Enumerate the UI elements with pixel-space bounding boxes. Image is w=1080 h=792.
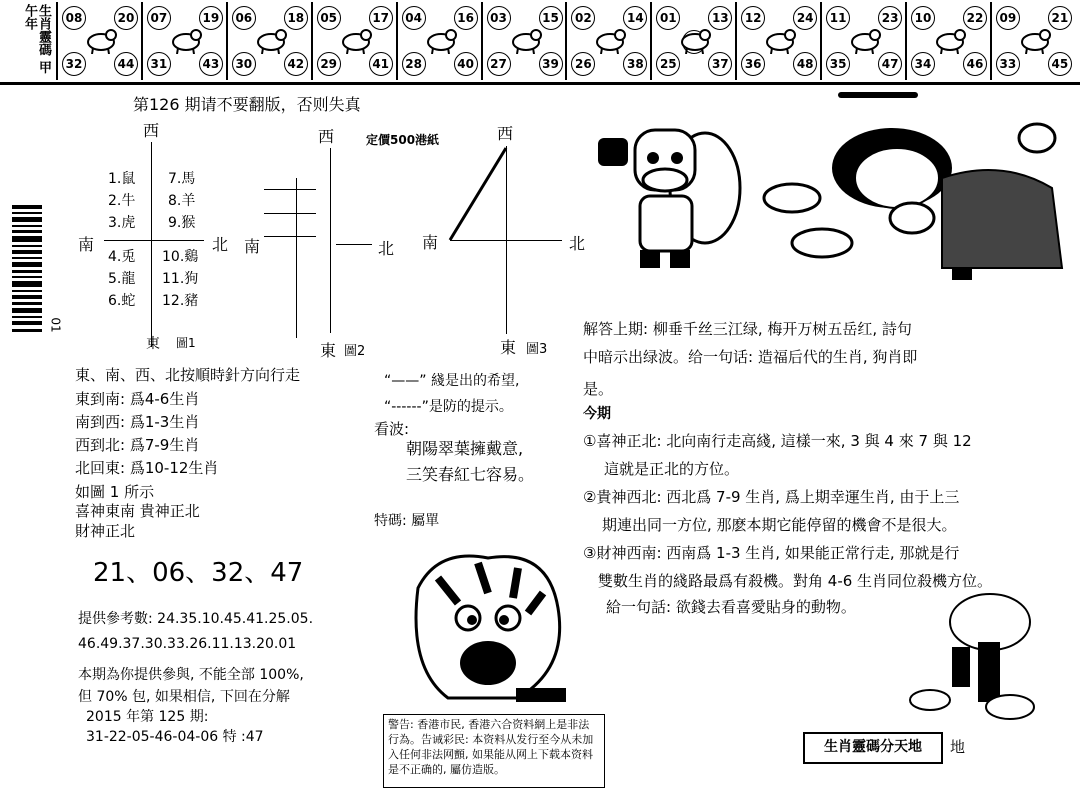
rules-fig: 如圖 1 所示 [75, 483, 155, 501]
side-code: 01 [48, 317, 63, 333]
zodiac-number: 28 [402, 52, 426, 76]
zodiac-cell [311, 2, 397, 80]
kanbo-line-2: 三笑春紅七容易。 [406, 465, 535, 484]
analysis-4: 給一句話: 欲錢去看喜愛貼身的動物。 [606, 598, 856, 616]
zodiac-cell [481, 2, 567, 80]
legend-line-1: “——” 綫是出的希望, [384, 373, 520, 389]
d1-right-1: 7.馬 [168, 171, 196, 187]
zodiac-number: 13 [708, 6, 732, 30]
zodiac-number: 16 [454, 6, 478, 30]
diagram3-diagonal [446, 146, 508, 242]
zodiac-number: 11 [826, 6, 850, 30]
footer-box: 生肖靈碼分天地 [803, 732, 943, 764]
d1-left-2: 2.牛 [108, 193, 136, 209]
strip-title: 生肖靈碼 甲午年 [22, 4, 51, 74]
zodiac-number: 20 [114, 6, 138, 30]
d1-right-4: 10.鷄 [162, 249, 199, 265]
tree-rabbits-icon [900, 592, 1040, 722]
kanbo-label: 看波: [374, 420, 410, 438]
diagram2-dash-3 [264, 236, 316, 237]
analysis-1a: ①喜神正北: 北向南行走高綫, 這樣一來, 3 與 4 來 7 與 12 [583, 432, 972, 450]
zodiac-number: 42 [284, 52, 308, 76]
diagram3-east: 東 [500, 338, 517, 357]
rules-gods-1: 喜神東南 貴神正北 [75, 502, 200, 520]
diagram2-hline [336, 244, 372, 245]
zodiac-number: 01 [656, 6, 680, 30]
diagram1-north: 北 [212, 235, 229, 254]
legend-line-2: “------”是防的提示。 [384, 399, 513, 415]
ox-icon [169, 24, 203, 54]
zodiac-number: 08 [62, 6, 86, 30]
d1-right-6: 12.豬 [162, 293, 199, 309]
zodiac-number: 35 [826, 52, 850, 76]
ox-cartoon-icon [595, 118, 745, 278]
diagram2-east: 東 [320, 341, 337, 360]
zodiac-number: 33 [996, 52, 1020, 76]
d1-left-3: 3.虎 [108, 215, 136, 231]
girl-birds-icon [752, 118, 1077, 283]
tiger-icon [254, 24, 288, 54]
header-notice: 第126 期请不要翻版，否则失真 [133, 95, 361, 114]
special-code: 特碼: 屬單 [374, 513, 440, 529]
refs-line-1: 提供參考數: 24.35.10.45.41.25.05. [78, 611, 314, 627]
decorative-bar [838, 92, 918, 98]
diagram3-south: 南 [422, 233, 439, 252]
zodiac-number: 31 [147, 52, 171, 76]
zodiac-cell [735, 2, 821, 80]
rules-item-1: 東到南: 爲4-6生肖 [75, 390, 200, 408]
zodiac-number: 22 [963, 6, 987, 30]
rules-item-2: 南到西: 爲1-3生肖 [75, 413, 200, 431]
diagram2-south: 南 [244, 237, 261, 256]
promise-line-3: 2015 年第 125 期: [86, 709, 209, 725]
zodiac-cell [226, 2, 312, 80]
dragon-icon [424, 24, 458, 54]
zodiac-number: 41 [369, 52, 393, 76]
diagram2-label: 圖2 [344, 344, 366, 359]
zodiac-number: 26 [571, 52, 595, 76]
diagram3-north: 北 [569, 234, 586, 253]
rules-item-3: 西到北: 爲7-9生肖 [75, 436, 200, 454]
diagram3-west: 西 [497, 124, 514, 143]
zodiac-number: 02 [571, 6, 595, 30]
zodiac-cell [141, 2, 227, 80]
zodiac-number: 32 [62, 52, 86, 76]
zodiac-number: 34 [911, 52, 935, 76]
zodiac-number: 43 [199, 52, 223, 76]
zodiac-number: 47 [878, 52, 902, 76]
zodiac-number: 18 [284, 6, 308, 30]
zodiac-number: 40 [454, 52, 478, 76]
zodiac-number: 09 [996, 6, 1020, 30]
d1-right-2: 8.羊 [168, 193, 196, 209]
zodiac-number: 44 [114, 52, 138, 76]
footer-tail: 地 [950, 738, 966, 756]
zodiac-number: 07 [147, 6, 171, 30]
tiger-cartoon-icon [398, 548, 573, 710]
analysis-1b: 這就是正北的方位。 [604, 460, 740, 478]
diagram1-east: 東 [146, 336, 160, 352]
zodiac-number: 48 [793, 52, 817, 76]
warning-box: 警告: 香港市民, 香港六合资料網上是非法行為。告诫彩民: 本资料从发行至今从未加入任何非法网顫, 如果能从网上下载本资料是不正确的, 屬仿造版。 [383, 714, 605, 788]
diagram2-dash-2 [264, 213, 316, 214]
zodiac-cell [56, 2, 142, 80]
analysis-3a: ③財神西南: 西南爲 1-3 生肖, 如果能正常行走, 那就是行 [583, 544, 960, 562]
diagram2-vline-2 [296, 178, 297, 338]
goat-icon [678, 24, 712, 54]
zodiac-number: 46 [963, 52, 987, 76]
analysis-2b: 期連出同一方位, 那麽本期它能停留的機會不是很大。 [602, 516, 957, 534]
d1-left-4: 4.兎 [108, 249, 136, 265]
answer-line-4: 今期 [583, 406, 611, 422]
refs-line-2: 46.49.37.30.33.26.11.13.20.01 [78, 636, 297, 652]
diagram2-north: 北 [378, 239, 395, 258]
zodiac-number: 29 [317, 52, 341, 76]
zodiac-number: 36 [741, 52, 765, 76]
promise-line-1: 本期為你提供參與, 不能全部 100%, [78, 667, 304, 683]
snake-icon [509, 24, 543, 54]
zodiac-number: 24 [793, 6, 817, 30]
zodiac-number: 04 [402, 6, 426, 30]
zodiac-cell [820, 2, 906, 80]
zodiac-number: 17 [369, 6, 393, 30]
zodiac-cell [905, 2, 991, 80]
promise-line-4: 31-22-05-46-04-06 特 :47 [86, 729, 264, 745]
answer-line-3: 是。 [583, 380, 614, 398]
picks-numbers: 21、06、32、47 [93, 558, 304, 588]
zodiac-cell [990, 2, 1076, 80]
dog-icon [933, 24, 967, 54]
zodiac-number: 39 [539, 52, 563, 76]
rooster-icon [848, 24, 882, 54]
zodiac-number: 21 [1048, 6, 1072, 30]
promise-line-2: 但 70% 包, 如果相信, 下回在分解 [78, 689, 290, 705]
analysis-2a: ②貴神西北: 西北爲 7-9 生肖, 爲上期幸運生肖, 由于上三 [583, 488, 960, 506]
d1-right-5: 11.狗 [162, 271, 199, 287]
zodiac-cell [565, 2, 651, 80]
d1-left-6: 6.蛇 [108, 293, 136, 309]
rules-title: 東、南、西、北按順時針方向行走 [75, 366, 301, 384]
zodiac-number: 38 [623, 52, 647, 76]
zodiac-number: 19 [199, 6, 223, 30]
zodiac-number: 45 [1048, 52, 1072, 76]
diagram3-label: 圖3 [526, 342, 548, 357]
rules-gods-2: 財神正北 [75, 522, 136, 540]
zodiac-number: 10 [911, 6, 935, 30]
d1-left-5: 5.龍 [108, 271, 136, 287]
answer-line-2: 中暗示出绿波。给一句话: 造福后代的生肖, 狗肖即 [583, 348, 918, 366]
zodiac-number: 03 [487, 6, 511, 30]
kanbo-line-1: 朝陽翠葉擁戴意, [406, 439, 524, 458]
d1-right-3: 9.猴 [168, 215, 196, 231]
pig-icon [1018, 24, 1052, 54]
zodiac-number: 12 [741, 6, 765, 30]
rules-item-4: 北回東: 爲10-12生肖 [75, 459, 219, 477]
diagram1-hline [104, 240, 204, 241]
zodiac-cell [396, 2, 482, 80]
diagram1-vline [151, 142, 152, 347]
diagram1-west: 西 [143, 121, 160, 140]
zodiac-number: 05 [317, 6, 341, 30]
diagram3-hline [450, 240, 562, 241]
diagram2-west: 西 [318, 127, 335, 146]
zodiac-number: 27 [487, 52, 511, 76]
zodiac-strip [0, 0, 1080, 85]
diagram1-south: 南 [78, 235, 95, 254]
zodiac-number: 15 [539, 6, 563, 30]
horse-icon [593, 24, 627, 54]
diagram2-dash-1 [264, 189, 316, 190]
price-label: 定價500港紙 [366, 133, 440, 147]
rat-icon [84, 24, 118, 54]
zodiac-number: 25 [656, 52, 680, 76]
diagram2-vline [330, 148, 331, 333]
zodiac-number: 30 [232, 52, 256, 76]
monkey-icon [763, 24, 797, 54]
diagram1-label: 圖1 [176, 336, 196, 350]
zodiac-number: 14 [623, 6, 647, 30]
zodiac-number: 23 [878, 6, 902, 30]
barcode-icon [12, 205, 42, 345]
zodiac-number: 37 [708, 52, 732, 76]
answer-line-1: 解答上期: 柳垂千丝三江绿, 梅开万树五岳红, 詩句 [583, 320, 912, 338]
zodiac-number: 06 [232, 6, 256, 30]
zodiac-cell [650, 2, 736, 80]
analysis-3b: 雙數生肖的綫路最爲有殺機。對角 4-6 生肖同位殺機方位。 [598, 572, 993, 590]
rabbit-icon [339, 24, 373, 54]
d1-left-1: 1.鼠 [108, 171, 136, 187]
